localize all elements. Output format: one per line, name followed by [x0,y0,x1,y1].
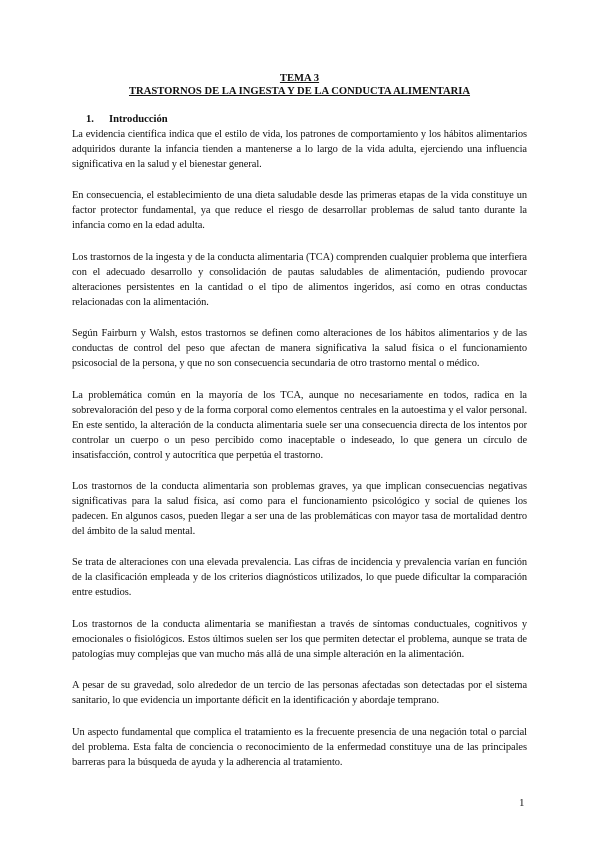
paragraph-8: Los trastornos de la conducta alimentaria se manifiestan a través de síntomas conductuales, cognitivos y emocionales o fisiológicos. Estos últimos suelen ser los que permiten detectar el problema, aunque se trata de patologías muy complejas que van mucho más allá de una simple alteración en la alimentación. [72,618,527,660]
paragraph-2: En consecuencia, el establecimiento de una dieta saludable desde las primeras etapas de la vida constituye un factor protector fundamental, ya que reduce el riesgo de desarrollar problemas de salud tanto durante la infancia como en la edad adulta. [72,190,527,232]
paragraph-7: Se trata de alteraciones con una elevada prevalencia. Las cifras de incidencia y prevalencia varían en función de la clasificación empleada y de los criterios diagnósticos utilizados, lo que puede dificultar la comparación entre estudios. [72,557,527,599]
document-page [72,72,527,786]
tema-label: TEMA 3 [279,73,320,84]
paragraph-9: A pesar de su gravedad, solo alrededor de un tercio de las personas afectadas son detectadas por el sistema sanitario, lo que evidencia un importante déficit en la identificación y abordaje temprano. [72,680,527,707]
section-number: 1. [86,114,94,125]
document-title: TRASTORNOS DE LA INGESTA Y DE LA CONDUCTA ALIMENTARIA [128,86,471,97]
page-number: 1 [519,797,525,809]
section-title: Introducción [109,114,168,125]
paragraph-6: Los trastornos de la conducta alimentaria son problemas graves, ya que implican consecuencias negativas significativas para la salud física, así como para el funcionamiento psicológico y social de quienes los padecen. En algunos casos, pueden llegar a ser una de las problemáticas con mayor tasa de mortalidad dentro del ámbito de la salud mental. [72,480,527,537]
paragraph-10: Un aspecto fundamental que complica el tratamiento es la frecuente presencia de una negación total o parcial del problema. Esta falta de conciencia o reconocimiento de la enfermedad constituye una de las principales barreras para la búsqueda de ayuda y la adherencia al tratamiento. [72,726,527,768]
section-heading [72,112,527,127]
paragraph-4: Según Fairburn y Walsh, estos trastornos se definen como alteraciones de los hábitos alimentarios y de las conductas de control del peso que afectan de manera significativa la salud física o el funcionamiento psicosocial de la persona, y que no son consecuencia secundaria de otro trastorno mental o médico. [72,328,527,370]
paragraph-3: Los trastornos de la ingesta y de la conducta alimentaria (TCA) comprenden cualquier problema que interfiera con el adecuado desarrollo y consolidación de pautas saludables de alimentación, pudiendo provocar alteraciones persistentes en la cantidad o el tipo de alimentos ingeridos, así como en otras conductas relacionadas con la alimentación. [72,251,527,308]
paragraph-5: La problemática común en la mayoría de los TCA, aunque no necesariamente en todos, radica en la sobrevaloración del peso y de la forma corporal como elementos centrales en la autoestima y el valor personal. En este sentido, la alteración de la conducta alimentaria suele ser una consecuencia directa de los intentos por controlar un cuerpo o un peso percibido como inaceptable o indeseado, lo que genera un círculo de insatisfacción, control y autocrítica que perpetúa el trastorno. [72,389,527,461]
paragraph-1: La evidencia científica indica que el estilo de vida, los patrones de comportamiento y los hábitos alimentarios adquiridos durante la infancia tienden a mantenerse a lo largo de la vida adulta, ejerciendo una influencia significativa en la salud y el bienestar general. [72,129,527,170]
